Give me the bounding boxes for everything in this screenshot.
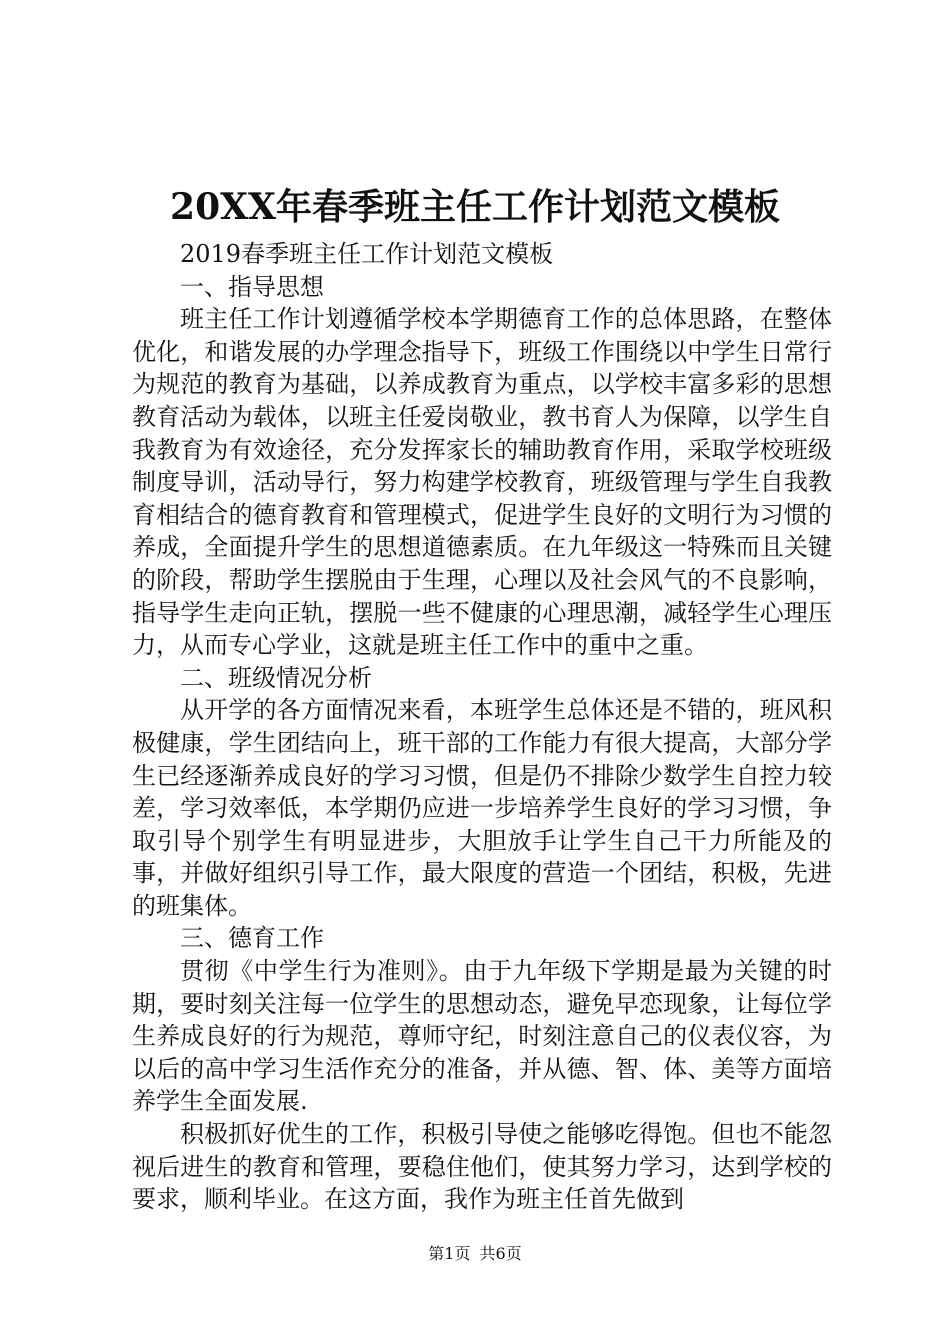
subtitle-paragraph: 2019春季班主任工作计划范文模板 xyxy=(180,240,554,268)
document-title: 20XX年春季班主任工作计划范文模板 xyxy=(170,186,780,228)
paragraph-moral-education-1: 贯彻《中学生行为准则》。由于九年级下学期是最为关键的时期，要时刻关注每一位学生的思想动态，避免早恋现象，让每位学生养成良好的行为规范，尊师守纪，时刻注意自己的仪表仪容，为以后的高中学习生活作充分的准备，并从德、智、体、美等方面培养学生全面发展. xyxy=(132,957,832,1116)
paragraph-class-analysis: 从开学的各方面情况来看，本班学生总体还是不错的，班风积极健康，学生团结向上，班干部的工作能力有很大提高，大部分学生已经逐渐养成良好的学习习惯，但是仍不排除少数学生自控力较差，学习效率低，本学期仍应进一步培养学生良好的学习习惯，争取引导个别学生有明显进步，大胆放手让学生自己干力所能及的事，并做好组织引导工作，最大限度的营造一个团结，积极，先进的班集体。 xyxy=(132,696,832,920)
section-heading-guiding-ideology: 一、指导思想 xyxy=(180,272,324,301)
page-total: 共6页 xyxy=(479,1244,522,1263)
paragraph-moral-education-2: 积极抓好优生的工作，积极引导使之能够吃得饱。但也不能忽视后进生的教育和管理，要稳住他们，使其努力学习，达到学校的要求，顺利毕业。在这方面，我作为班主任首先做到 xyxy=(132,1120,832,1214)
section-heading-moral-education: 三、德育工作 xyxy=(180,924,324,953)
page-number: 第1页 xyxy=(428,1244,471,1263)
page-footer xyxy=(0,1243,950,1265)
document-body xyxy=(132,238,832,1216)
paragraph-guiding-ideology: 班主任工作计划遵循学校本学期德育工作的总体思路，在整体优化，和谐发展的办学理念指导下，班级工作围绕以中学生日常行为规范的教育为基础，以养成教育为重点，以学校丰富多彩的思想教育活动为载体，以班主任爱岗敬业，教书育人为保障，以学生自我教育为有效途径，充分发挥家长的辅助教育作用，采取学校班级制度导训，活动导行，努力构建学校教育，班级管理与学生自我教育相结合的德育教育和管理模式，促进学生良好的文明行为习惯的养成，全面提升学生的思想道德素质。在九年级这一特殊而且关键的阶段，帮助学生摆脱由于生理，心理以及社会风气的不良影响，指导学生走向正轨，摆脱一些不健康的心理思潮，减轻学生心理压力，从而专心学业，这就是班主任工作中的重中之重。 xyxy=(132,305,832,660)
section-heading-class-analysis: 二、班级情况分析 xyxy=(180,663,372,692)
